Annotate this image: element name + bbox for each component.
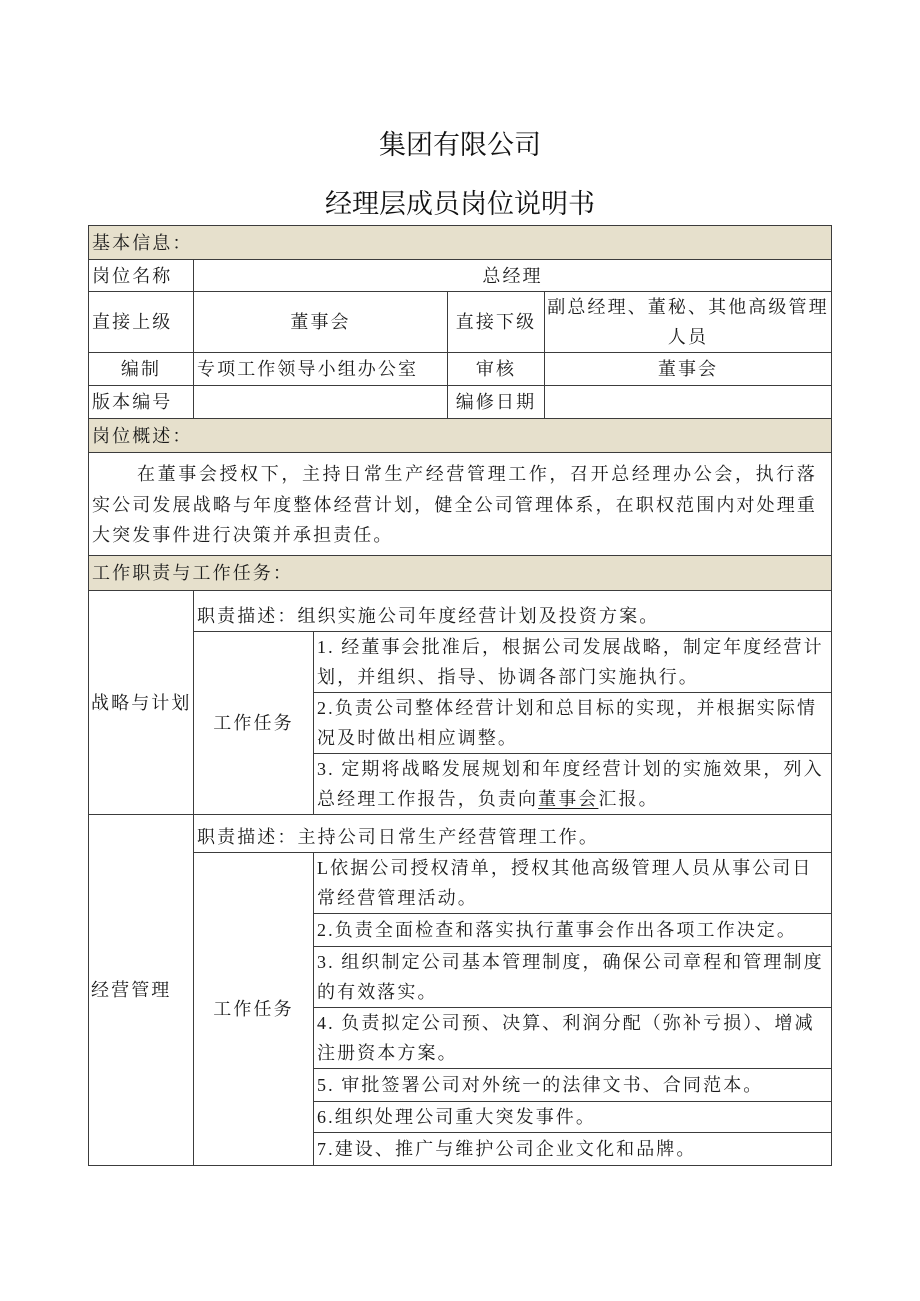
task-item: 7.建设、推广与维护公司企业文化和品牌。 [314,1133,832,1166]
tasks-label: 工作任务 [194,853,314,1166]
prepared-by-label: 编制 [89,353,194,386]
duty-description: 职责描述：主持公司日常生产经营管理工作。 [194,815,832,853]
task-item: 4. 负责拟定公司预、决算、利润分配（弥补亏损）、增减注册资本方案。 [314,1008,832,1069]
task-item: 6.组织处理公司重大突发事件。 [314,1102,832,1133]
position-name-label: 岗位名称 [89,260,194,292]
task-item: 2.负责公司整体经营计划和总目标的实现，并根据实际情况及时做出相应调整。 [314,693,832,754]
job-description-table [88,225,832,1166]
reviewed-by-value: 董事会 [545,353,832,386]
reviewed-by-label: 审核 [448,353,545,386]
revision-date-label: 编修日期 [448,386,545,419]
task-item: 5. 审批签署公司对外统一的法律文书、合同范本。 [314,1069,832,1102]
duty-description: 职责描述：组织实施公司年度经营计划及投资方案。 [194,591,832,632]
version-number-value [194,386,448,419]
task-item [314,754,832,815]
tasks-label: 工作任务 [194,632,314,815]
direct-subordinate-value: 副总经理、董秘、其他高级管理人员 [545,292,832,353]
revision-date-value [545,386,832,419]
underlined-text: 董事会 [538,789,599,809]
duty-area-name: 经营管理 [89,815,194,1166]
company-title: 集团有限公司 [379,130,541,160]
version-number-label: 版本编号 [89,386,194,419]
document-title: 经理层成员岗位说明书 [325,189,595,219]
task-text [317,754,829,814]
task-item: L依据公司授权清单，授权其他高级管理人员从事公司日常经营管理活动。 [314,853,832,914]
direct-superior-label: 直接上级 [89,292,194,353]
task-item: 2.负责全面检查和落实执行董事会作出各项工作决定。 [314,914,832,947]
overview-text: 在董事会授权下，主持日常生产经营管理工作，召开总经理办公会，执行落实公司发展战略与年度整体经营计划，健全公司管理体系，在职权范围内对处理重大突发事件进行决策并承担责任。 [89,453,832,556]
duty-area-name: 战略与计划 [89,591,194,815]
direct-subordinate-label: 直接下级 [448,292,545,353]
task-item: 1. 经董事会批准后，根据公司发展战略，制定年度经营计划，并组织、指导、协调各部门实施执行。 [314,632,832,693]
task-item: 3. 组织制定公司基本管理制度，确保公司章程和管理制度的有效落实。 [314,947,832,1008]
direct-superior-value: 董事会 [194,292,448,353]
position-name-value: 总经理 [194,260,832,292]
section-header-basic-info: 基本信息： [89,226,832,260]
prepared-by-value: 专项工作领导小组办公室 [194,353,448,386]
task-text-after: 汇报。 [598,789,659,809]
task-text-before: 3. 定期将战略发展规划和年度经营计划的实施效果，列入总经理工作报告，负责向 [317,759,824,809]
section-header-overview: 岗位概述： [89,419,832,453]
section-header-duties: 工作职责与工作任务： [89,556,832,591]
